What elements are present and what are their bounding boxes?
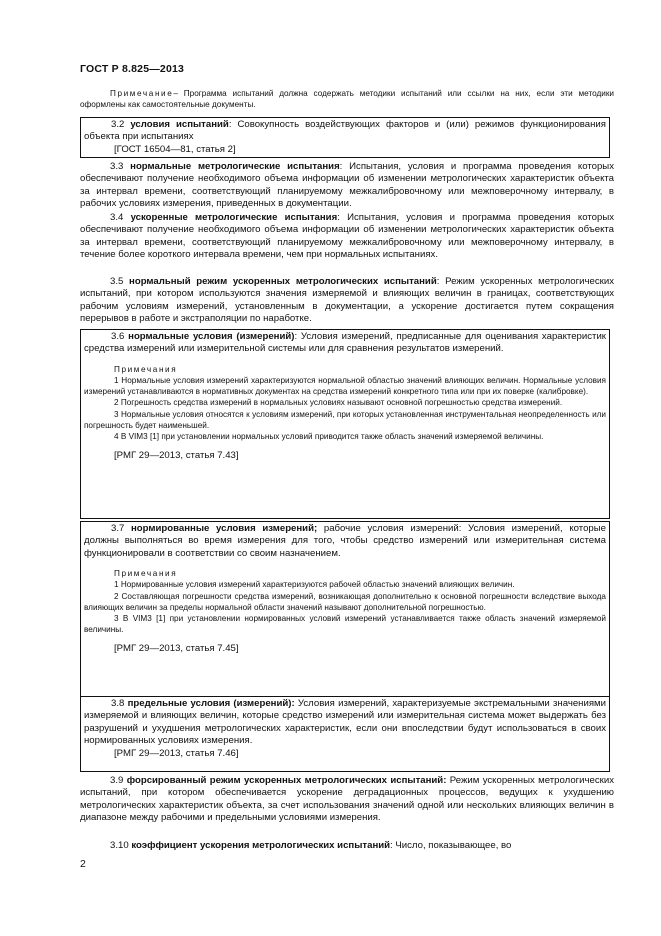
term-3-6-notes-label: Примечания bbox=[114, 364, 178, 374]
term-3-7-note-3: 3 В VIM3 [1] при установлении нормированных условий измерений устанавливается также область значений измеряемой величины. bbox=[84, 614, 606, 635]
term-3-6-ref: [РМГ 29—2013, статья 7.43] bbox=[114, 450, 239, 462]
term-3-4-term: ускоренные метрологические испытания bbox=[130, 212, 338, 223]
term-3-6-number: 3.6 bbox=[111, 331, 125, 342]
term-3-4 bbox=[80, 212, 614, 262]
term-3-6-term: нормальные условия (измерений) bbox=[128, 331, 295, 342]
term-3-3 bbox=[80, 161, 614, 211]
term-3-7-text bbox=[84, 523, 606, 560]
term-3-6-definition: : Условия измерений, предписанные для оценивания характеристик средства измерений или измерительной системы или для сравнения результатов измерений. bbox=[84, 331, 607, 355]
term-3-8-text bbox=[84, 698, 606, 748]
term-3-7-term: нормированные условия измерений; bbox=[131, 523, 318, 534]
page-number: 2 bbox=[80, 858, 86, 870]
term-3-10-definition: : Число, показывающее, во bbox=[390, 840, 512, 851]
term-3-5-term: нормальный режим ускоренных метрологических испытаний bbox=[129, 276, 437, 287]
term-3-9 bbox=[80, 775, 614, 825]
term-3-6-note-2: 2 Погрешность средства измерений в нормальных условиях называют основной погрешностью средства измерений. bbox=[114, 398, 563, 408]
term-3-7-note-1: 1 Нормированные условия измерений характеризуются рабочей областью значений влияющих величин. bbox=[114, 580, 515, 590]
document-header: ГОСТ Р 8.825—2013 bbox=[80, 63, 185, 75]
term-3-9-number: 3.9 bbox=[110, 775, 124, 786]
term-3-6-box bbox=[80, 329, 610, 519]
term-3-7-box bbox=[80, 521, 610, 697]
term-3-3-definition: : Испытания, условия и программа проведения которых обеспечивают получение необходимого объема информации об изменении метрологических характеристик объекта за интервал времени, соответствующий планируемому межкалибровочному или межповерочному интервалу, в рабочих условиях измерения, приведенных в документации. bbox=[80, 161, 615, 210]
term-3-3-term: нормальные метрологические испытания bbox=[130, 161, 340, 172]
intro-note bbox=[80, 88, 614, 110]
term-3-7-definition: рабочие условия измерений: Условия измерений, которые должны выполняться во время измерения для того, чтобы средство измерений или измерительная система функционировали в соответствии со своим назначением. bbox=[84, 523, 606, 559]
term-3-2-definition: : Совокупность воздействующих факторов и (или) режимов функционирования объекта при испытаниях bbox=[84, 119, 606, 143]
term-3-8-box bbox=[80, 696, 610, 772]
term-3-4-definition: : Испытания, условия и программа проведения которых обеспечивают получение необходимого объема информации об изменении метрологических характеристик объекта за интервал времени, соответствующий планируемому межкалибровочному или межповерочному интервалу, в течение более короткого интервала времени, чем при нормальных испытаниях. bbox=[80, 212, 615, 261]
term-3-7-notes-label: Примечания bbox=[114, 569, 178, 579]
term-3-7-ref: [РМГ 29—2013, статья 7.45] bbox=[114, 643, 239, 655]
term-3-3-number: 3.3 bbox=[110, 161, 124, 172]
term-3-8-ref: [РМГ 29—2013, статья 7.46] bbox=[114, 747, 239, 759]
term-3-5-definition: : Режим ускоренных метрологических испытаний, при котором используются значения измеряемой и влияющих величин в границах, соответствующих рабочим условиям измерений, установленным в документации, а ускорение достигается путем сокращения перерывов в работе и экстраполяции по наработке. bbox=[80, 276, 614, 325]
term-3-9-term: форсированный режим ускоренных метрологических испытаний: bbox=[126, 775, 447, 786]
term-3-5-number: 3.5 bbox=[110, 276, 124, 287]
term-3-8-definition: Условия измерений, характеризуемые экстремальными значениями измеряемой и влияющих величин, которые средство измерений или измерительная система может выдержать без разрушений и ухудшения метрологических характеристик, если они впоследствии будут использоваться в своих нормированных условиях измерения. bbox=[84, 698, 606, 747]
term-3-7-number: 3.7 bbox=[111, 523, 125, 534]
term-3-6-note-4: 4 В VIM3 [1] при установлении нормальных условий приводится также область значений измеряемой величины. bbox=[114, 432, 544, 442]
term-3-6-note-1: 1 Нормальные условия измерений характеризуются нормальной областью значений влияющих величин. Нормальные условия измерений устанавливаются в нормативных документах на средства измерений конкретного типа или при их поверке (калибровке). bbox=[84, 376, 606, 397]
term-3-2-number: 3.2 bbox=[111, 119, 125, 130]
term-3-10-number: 3.10 bbox=[110, 840, 129, 851]
term-3-10-term: коэффициент ускорения метрологических испытаний bbox=[131, 840, 391, 851]
term-3-10 bbox=[80, 840, 614, 852]
term-3-7-note-2: 2 Составляющая погрешности средства измерений, возникающая дополнительно к основной погрешности вследствие выхода влияющих величин за пределы нормальной области значений называют дополнительной погрешностью. bbox=[84, 591, 606, 612]
term-3-6-note-3: 3 Нормальные условия относятся к условиям измерений, при которых установленная инструментальная неопределенность или погрешность будет наименьшей. bbox=[84, 409, 606, 430]
term-3-6-text bbox=[84, 331, 606, 356]
term-3-2-text bbox=[84, 119, 606, 144]
intro-note-text: – Программа испытаний должна содержать методики испытаний или ссылки на них, если эти методики оформлены как самостоятельные документы. bbox=[80, 89, 614, 110]
term-3-2-ref: [ГОСТ 16504—81, статья 2] bbox=[114, 143, 236, 155]
term-3-2-box bbox=[80, 117, 610, 158]
term-3-2-term: условия испытаний bbox=[130, 119, 229, 130]
term-3-8-number: 3.8 bbox=[111, 698, 125, 709]
term-3-5 bbox=[80, 276, 614, 326]
term-3-8-term: предельные условия (измерений): bbox=[127, 698, 295, 709]
term-3-9-definition: Режим ускоренных метрологических испытаний, при котором обеспечивается ускорение деградационных процессов, ведущих к ухудшению метрологических характеристик объекта, за счет использования значений одной или нескольких влияющих величин в диапазоне между рабочими и предельными условиями измерения. bbox=[80, 775, 614, 824]
intro-note-label: Примечание bbox=[110, 89, 174, 98]
term-3-4-number: 3.4 bbox=[110, 212, 124, 223]
